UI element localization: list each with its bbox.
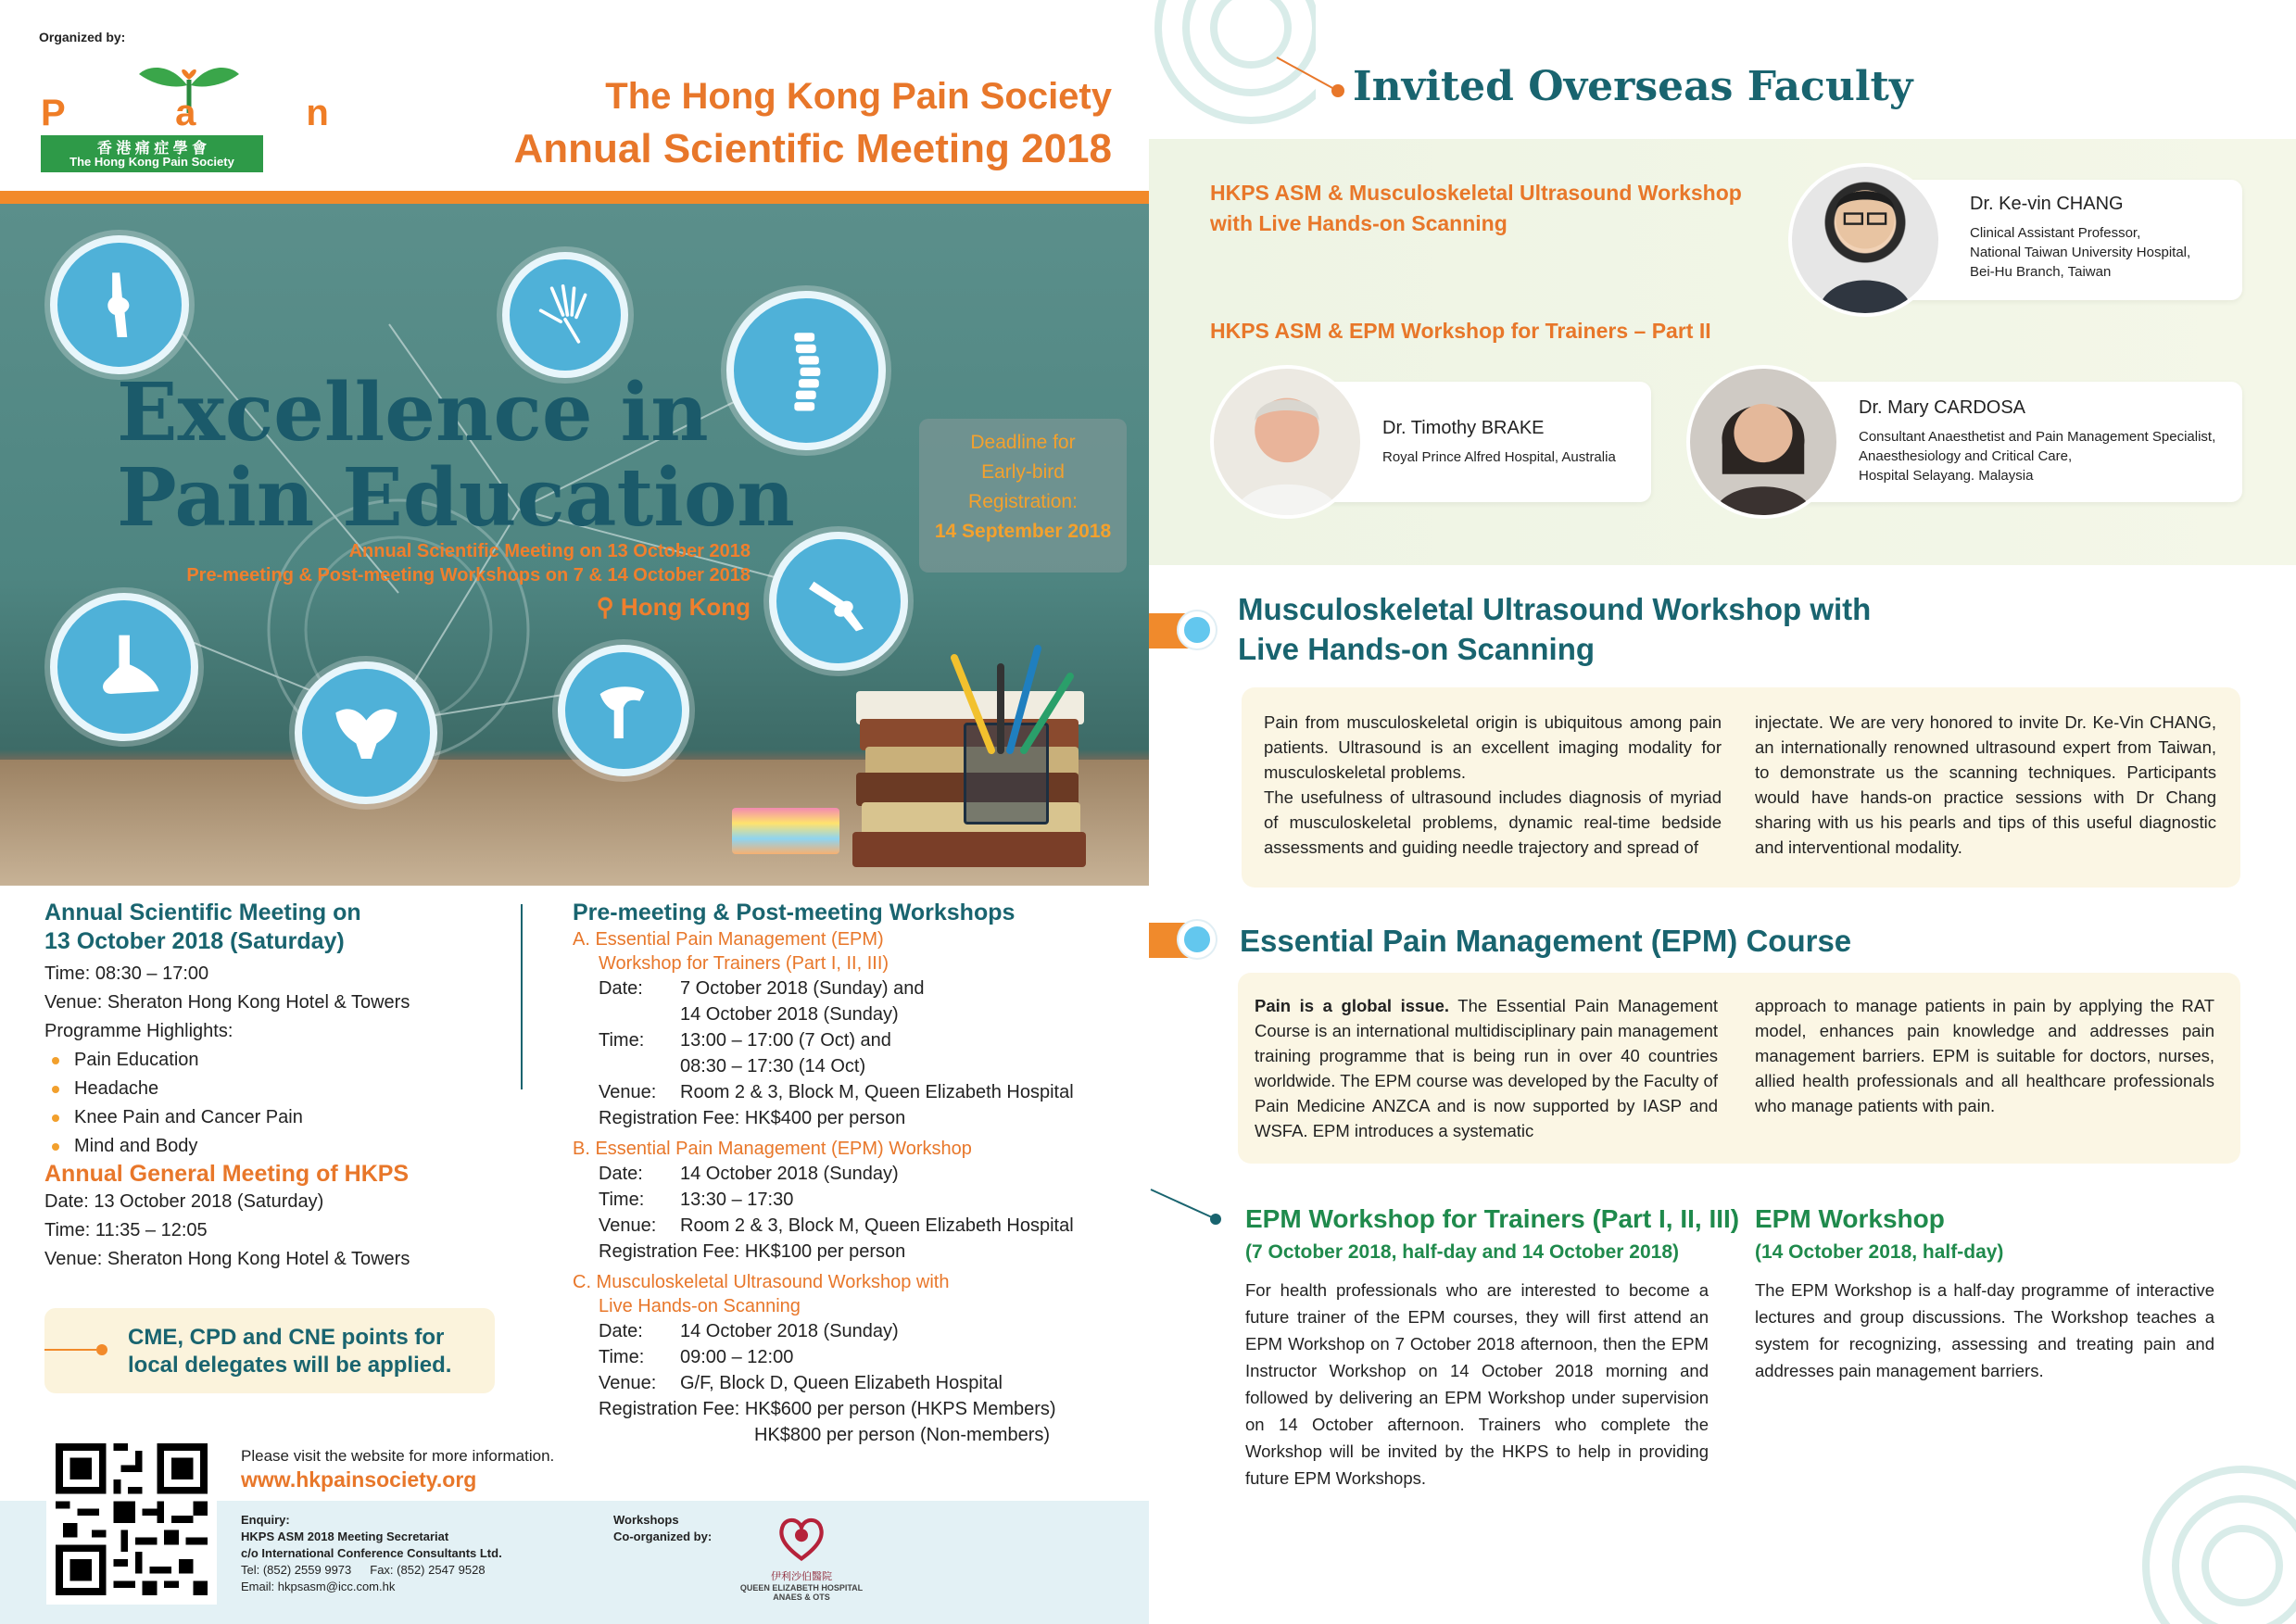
workshop-c-fee1: Registration Fee: HK$600 per person (HKPS Members) xyxy=(599,1399,1056,1419)
workshop-b-title: B. Essential Pain Management (EPM) Workshop xyxy=(573,1139,972,1159)
trainers-sub: (7 October 2018, half-day and 14 October 2018) xyxy=(1245,1241,1680,1263)
location-text: Hong Kong xyxy=(620,593,751,621)
faculty-ws1-line2: with Live Hands-on Scanning xyxy=(1210,211,1508,235)
deadline-line3: Registration: xyxy=(968,491,1078,512)
msk-right-p: injectate. We are very honored to invite Dr. Ke-Vin CHANG, an internationally renowned ultrasound expert from Taiwan, to demonstrate us the scanning techniques. Participants would have hands-on practice sessions with Dr Chang sharing with us his pearls and tips of this useful diagnostic and interventional modality. xyxy=(1755,712,2216,857)
qeh-logo xyxy=(732,1512,871,1602)
avatar xyxy=(1210,365,1364,519)
section-marker-icon xyxy=(1179,611,1216,648)
brake-info xyxy=(1382,419,1616,467)
hero-title-line1: Excellence in xyxy=(117,366,709,460)
label: Venue: xyxy=(599,1373,657,1393)
workshop-c-title2: Live Hands-on Scanning xyxy=(599,1296,801,1316)
asm-highlights-label: Programme Highlights: xyxy=(44,1021,233,1041)
logo-english: The Hong Kong Pain Society xyxy=(69,155,234,169)
brake-aff: Royal Prince Alfred Hospital, Australia xyxy=(1382,449,1616,465)
hero-title xyxy=(117,366,795,545)
cardosa-info xyxy=(1859,398,2215,485)
enquiry-fax: Fax: (852) 2547 9528 xyxy=(370,1563,486,1577)
label: Date: xyxy=(599,978,643,999)
highlight-item: Knee Pain and Cancer Pain xyxy=(44,1103,498,1132)
chang-aff2: National Taiwan University Hospital, xyxy=(1970,245,2191,260)
enquiry-line1: HKPS ASM 2018 Meeting Secretariat xyxy=(241,1530,449,1543)
asm-venue: Venue: Sheraton Hong Kong Hotel & Towers xyxy=(44,992,410,1013)
msk-left-column xyxy=(1264,710,1722,860)
cardosa-aff3: Hospital Selayang. Malaysia xyxy=(1859,468,2034,484)
msk-left-p2: The usefulness of ultrasound includes diagnosis of myriad of musculoskeletal problems, dynamic real-time bedside assessments and guiding needle trajectory and spread of xyxy=(1264,787,1722,857)
section-marker-icon xyxy=(1179,921,1216,958)
pointer-line xyxy=(1149,1186,1223,1241)
highlight-item: Pain Education xyxy=(44,1046,498,1075)
trainers-body: For health professionals who are interested to become a future trainer of the EPM courses, they will first attend an EPM Workshop on 7 October 2018 afternoon, then the EPM Instructor Workshop on 14 October 2018 morning and followed by delivering an EPM Workshop under supervision on 14 October afternoon. Trainers who complete the Workshop will be invited by the HKPS to help in providing future EPM Workshops. xyxy=(1245,1280,1709,1488)
logo-chinese: 香 港 痛 症 學 會 xyxy=(96,141,208,157)
workshop-c-time: 09:00 – 12:00 xyxy=(680,1347,794,1367)
workshop-a-date2: 14 October 2018 (Sunday) xyxy=(680,1004,899,1025)
heart-logo-icon xyxy=(776,1512,827,1564)
label: Date: xyxy=(599,1321,643,1341)
label: Venue: xyxy=(599,1082,657,1102)
coorg-line1: Workshops xyxy=(613,1513,679,1527)
qeh-line2: ANAES & OTS xyxy=(773,1593,830,1602)
workshop-a-venue: Room 2 & 3, Block M, Queen Elizabeth Hospital xyxy=(680,1082,1074,1102)
event-title-line2: Annual Scientific Meeting 2018 xyxy=(513,126,1112,171)
workshop-c-title1: C. Musculoskeletal Ultrasound Workshop with xyxy=(573,1272,950,1292)
epm-workshop-heading: EPM Workshop xyxy=(1755,1204,1945,1233)
workshop-a-time1: 13:00 – 17:00 (7 Oct) and xyxy=(680,1030,891,1051)
chang-aff1: Clinical Assistant Professor, xyxy=(1970,225,2141,241)
msk-heading-line1: Musculoskeletal Ultrasound Workshop with xyxy=(1238,592,1872,626)
qeh-line1: QUEEN ELIZABETH HOSPITAL xyxy=(739,1583,864,1593)
coorg-line2: Co-organized by: xyxy=(613,1530,713,1543)
hero-title-line2: Pain Education xyxy=(117,451,795,545)
deadline-line2: Early-bird xyxy=(981,461,1065,483)
workshop-c-venue: G/F, Block D, Queen Elizabeth Hospital xyxy=(680,1373,1003,1393)
column-divider xyxy=(521,904,523,1089)
asm-heading-line1: Annual Scientific Meeting on xyxy=(44,900,361,925)
hero-sub-line2: Pre-meeting & Post-meeting Workshops on 7 & 14 October 2018 xyxy=(186,565,751,585)
cme-line1: CME, CPD and CNE points for xyxy=(128,1325,445,1350)
label: Venue: xyxy=(599,1215,657,1236)
enquiry-label: Enquiry: xyxy=(241,1513,290,1527)
epm-heading: Essential Pain Management (EPM) Course xyxy=(1240,924,1852,958)
location-pin-icon: ⚲ xyxy=(596,593,621,621)
hero-sub-line1: Annual Scientific Meeting on 13 October 2018 xyxy=(348,541,751,561)
agm-heading: Annual General Meeting of HKPS xyxy=(44,1161,410,1187)
label: Time: xyxy=(599,1347,645,1367)
enquiry-block xyxy=(241,1512,502,1595)
faculty-ws1-line1: HKPS ASM & Musculoskeletal Ultrasound Workshop xyxy=(1210,181,1742,205)
enquiry-tel: Tel: (852) 2559 9973 xyxy=(241,1563,352,1577)
chang-aff3: Bei-Hu Branch, Taiwan xyxy=(1970,264,2112,280)
epm-left-bold: Pain is a global issue. xyxy=(1255,996,1450,1015)
highlight-item: Headache xyxy=(44,1075,498,1103)
deadline-box xyxy=(919,419,1127,573)
highlight-item: Mind and Body xyxy=(44,1132,498,1161)
event-title-line1: The Hong Kong Pain Society xyxy=(605,76,1112,117)
msk-left-p1: Pain from musculoskeletal origin is ubiquitous among pain patients. Ultrasound is an excellent imaging modality for musculoskeletal problems. xyxy=(1264,712,1722,782)
workshop-a-title1: A. Essential Pain Management (EPM) xyxy=(573,929,884,950)
deadline-date: 14 September 2018 xyxy=(934,521,1112,542)
chang-info xyxy=(1970,195,2190,282)
workshop-b-time: 13:30 – 17:30 xyxy=(680,1190,794,1210)
workshop-a-fee: Registration Fee: HK$400 per person xyxy=(599,1108,906,1128)
asm-column xyxy=(44,899,498,1274)
label: Date: xyxy=(599,1164,643,1184)
asm-time: Time: 08:30 – 17:00 xyxy=(44,963,209,984)
faculty-ws1 xyxy=(1210,178,1742,239)
cardosa-aff1: Consultant Anaesthetist and Pain Management Specialist, xyxy=(1859,429,2216,445)
decorative-rings-bottom xyxy=(2113,1436,2296,1624)
msk-heading-line2: Live Hands-on Scanning xyxy=(1238,632,1596,666)
epm-right-p: approach to manage patients in pain by applying the RAT model, enhances pain knowledge and addresses pain management barriers. EPM is suitable for doctors, nurses, allied health professionals and all healthcare professionals who manage patients with pain. xyxy=(1755,996,2214,1115)
label: Time: xyxy=(599,1030,645,1051)
visit-text: Please visit the website for more information. xyxy=(241,1447,555,1465)
workshop-c-fee2: HK$800 per person (Non-members) xyxy=(754,1425,1051,1445)
msk-heading xyxy=(1238,589,1871,669)
avatar xyxy=(1788,163,1942,317)
workshop-b-date: 14 October 2018 (Sunday) xyxy=(680,1164,899,1184)
chang-name: Dr. Ke-vin CHANG xyxy=(1970,194,2124,214)
qr-code[interactable] xyxy=(46,1434,217,1605)
coorganizer-label xyxy=(613,1512,712,1545)
cardosa-name: Dr. Mary CARDOSA xyxy=(1859,397,2026,418)
orange-rule xyxy=(0,191,1149,204)
label: Time: xyxy=(599,1190,645,1210)
enquiry-email[interactable]: Email: hkpsasm@icc.com.hk xyxy=(241,1580,396,1593)
workshop-a-date1: 7 October 2018 (Sunday) and xyxy=(680,978,925,999)
epm-right-column xyxy=(1755,993,2214,1118)
workshop-b-fee: Registration Fee: HK$100 per person xyxy=(599,1241,906,1262)
deadline-line1: Deadline for xyxy=(970,432,1076,453)
asm-heading-line2: 13 October 2018 (Saturday) xyxy=(44,928,345,954)
workshop-c-date: 14 October 2018 (Sunday) xyxy=(680,1321,899,1341)
brake-name: Dr. Timothy BRAKE xyxy=(1382,418,1545,438)
workshops-heading: Pre-meeting & Post-meeting Workshops xyxy=(573,900,1016,925)
hero-subtitle xyxy=(111,539,751,587)
epm-workshop-sub: (14 October 2018, half-day) xyxy=(1755,1241,2004,1263)
epm-workshop-body: The EPM Workshop is a half-day programme of interactive lectures and group discussions. The Workshop teaches a system for recognizing, assessing and treating pain and addresses pain management barriers. xyxy=(1755,1280,2214,1380)
workshops-column xyxy=(573,899,1138,1448)
cardosa-aff2: Anaesthesiology and Critical Care, xyxy=(1859,448,2073,464)
organized-by-label: Organized by: xyxy=(39,30,126,44)
enquiry-line2: c/o International Conference Consultants Ltd. xyxy=(241,1546,502,1560)
logo-letters: P a n xyxy=(41,93,379,133)
agm-venue: Venue: Sheraton Hong Kong Hotel & Towers xyxy=(44,1249,410,1269)
cme-box xyxy=(44,1308,495,1393)
epm-left-column xyxy=(1255,993,1718,1143)
avatar xyxy=(1686,365,1840,519)
trainers-heading: EPM Workshop for Trainers (Part I, II, III) xyxy=(1245,1204,1740,1233)
faculty-ws2: HKPS ASM & EPM Workshop for Trainers – Part II xyxy=(1210,319,1711,343)
msk-right-column xyxy=(1755,710,2216,860)
agm-date: Date: 13 October 2018 (Saturday) xyxy=(44,1191,324,1212)
workshop-b-venue: Room 2 & 3, Block M, Queen Elizabeth Hospital xyxy=(680,1215,1074,1236)
hkps-logo xyxy=(41,57,379,172)
pointer-line xyxy=(1275,54,1349,100)
cme-line2: local delegates will be applied. xyxy=(128,1353,452,1378)
workshop-a-title2: Workshop for Trainers (Part I, II, III) xyxy=(599,953,889,974)
workshop-a-time2: 08:30 – 17:30 (14 Oct) xyxy=(680,1056,866,1076)
epm-left-rest: The Essential Pain Management Course is an international multidisciplinary pain management training programme that is being run in over 40 countries worldwide. The EPM course was developed by the Faculty of Pain Medicine ANZCA and is now supported by IASP and WSFA. EPM introduces a systematic xyxy=(1255,996,1718,1140)
website-link[interactable]: www.hkpainsociety.org xyxy=(241,1467,477,1492)
agm-time: Time: 11:35 – 12:05 xyxy=(44,1220,208,1240)
faculty-heading: Invited Overseas Faculty xyxy=(1353,63,1913,110)
hero-location xyxy=(574,593,751,622)
qeh-chinese: 伊利沙伯醫院 xyxy=(771,1571,832,1582)
